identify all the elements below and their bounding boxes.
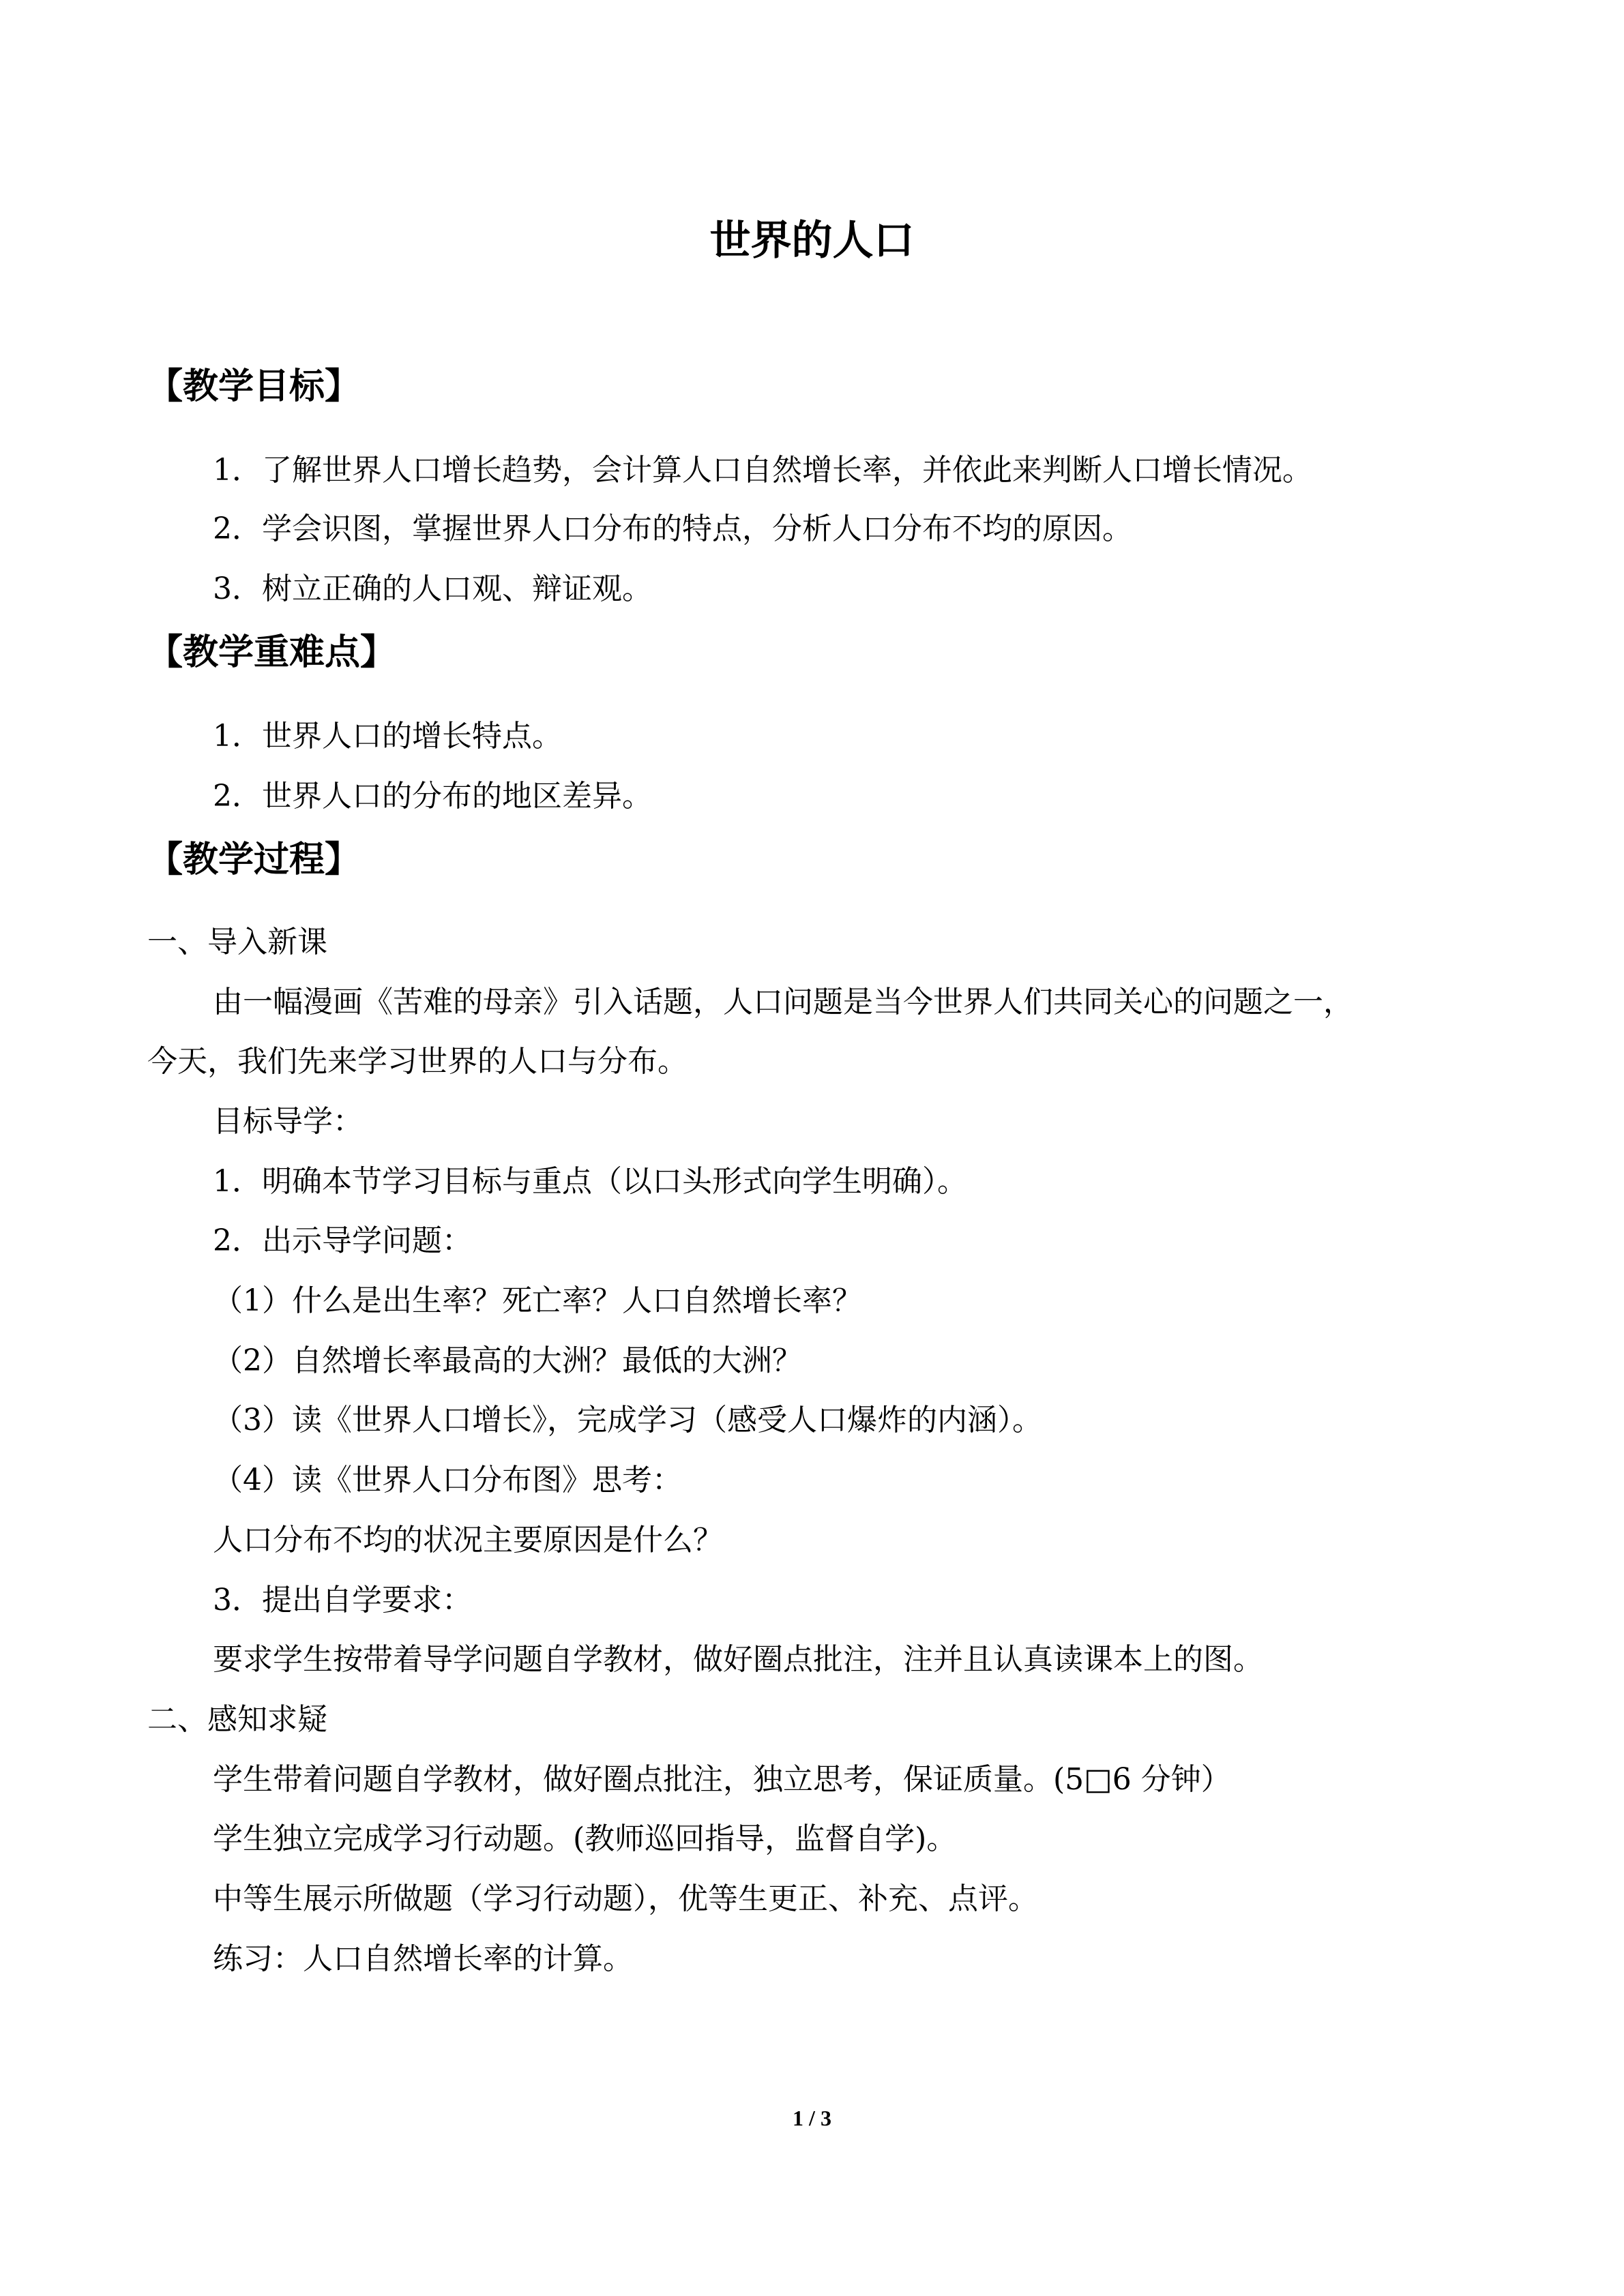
process-question: （2）自然增长率最高的大洲？最低的大洲？ (213, 1343, 802, 1378)
process-question: （3）读《世界人口增长》，完成学习（感受人口爆炸的内涵）。 (213, 1403, 1042, 1437)
process-paragraph: 学生独立完成学习行动题。(教师巡回指导，监督自学)。 (213, 1821, 957, 1856)
section-heading-objectives: 【教学目标】 (147, 366, 361, 407)
process-paragraph: 目标导学： (213, 1104, 363, 1139)
process-subheading: 一、导入新课 (147, 925, 327, 959)
process-list-item: 2．出示导学问题： (213, 1223, 472, 1258)
process-paragraph: 练习：人口自然增长率的计算。 (213, 1941, 633, 1976)
process-paragraph: 由一幅漫画《苦难的母亲》引入话题，人口问题是当今世界人们共同关心的问题之一， (213, 985, 1353, 1019)
process-question: （1）什么是出生率？死亡率？人口自然增长率？ (213, 1283, 862, 1318)
objective-item: 3．树立正确的人口观、辩证观。 (213, 571, 652, 606)
process-list-item: 3．提出自学要求： (213, 1583, 472, 1617)
document-title: 世界的人口 (709, 217, 915, 265)
key-point-item: 1．世界人口的增长特点。 (213, 719, 562, 754)
process-paragraph: 要求学生按带着导学问题自学教材，做好圈点批注，注并且认真读课本上的图。 (213, 1642, 1263, 1677)
process-subheading: 二、感知求疑 (147, 1702, 327, 1737)
section-heading-process: 【教学过程】 (147, 839, 361, 880)
process-paragraph: 学生带着问题自学教材，做好圈点批注，独立思考，保证质量。(5□6 分钟） (213, 1762, 1231, 1797)
process-question: （4）读《世界人口分布图》思考： (213, 1463, 682, 1497)
objective-item: 1．了解世界人口增长趋势，会计算人口自然增长率，并依此来判断人口增长情况。 (213, 453, 1312, 488)
process-paragraph: 人口分布不均的状况主要原因是什么？ (213, 1523, 723, 1557)
process-paragraph: 中等生展示所做题（学习行动题），优等生更正、补充、点评。 (213, 1881, 1038, 1916)
page-number: 1 / 3 (793, 2106, 831, 2130)
process-paragraph: 今天，我们先来学习世界的人口与分布。 (147, 1044, 688, 1079)
section-heading-key-points: 【教学重难点】 (147, 631, 396, 673)
process-list-item: 1．明确本节学习目标与重点（以口头形式向学生明确）。 (213, 1164, 967, 1199)
key-point-item: 2．世界人口的分布的地区差异。 (213, 779, 652, 814)
objective-item: 2．学会识图，掌握世界人口分布的特点，分析人口分布不均的原因。 (213, 511, 1132, 546)
